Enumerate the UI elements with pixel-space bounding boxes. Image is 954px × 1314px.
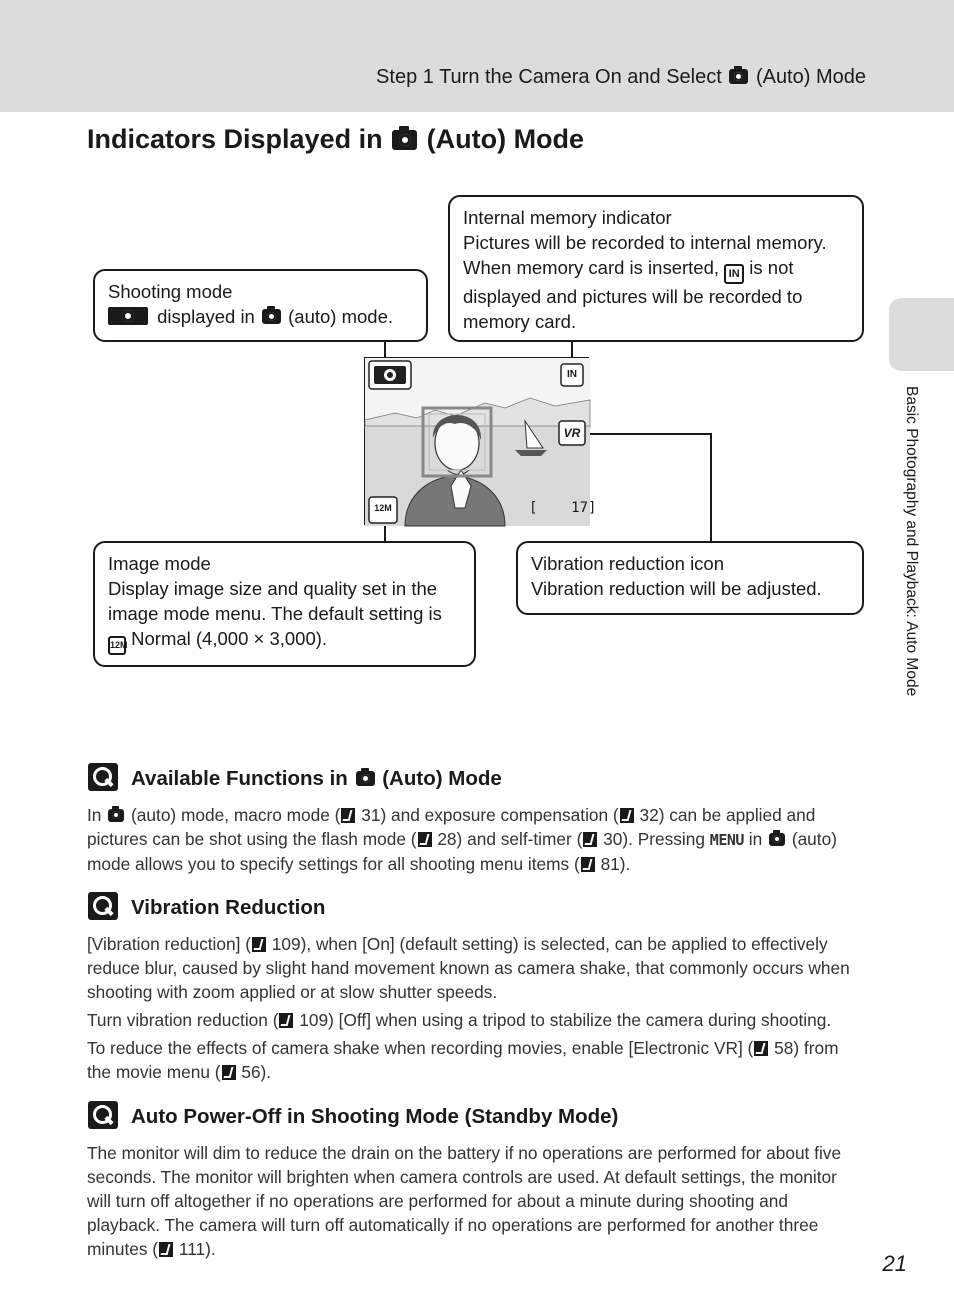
reference-icon — [222, 1065, 236, 1080]
body-line — [87, 827, 869, 852]
body-line — [87, 803, 869, 827]
section-heading-suffix: (Auto) Mode — [382, 767, 502, 790]
monitor-frames-remaining: [ 17] — [529, 500, 597, 516]
monitor-internal-memory-icon: IN — [567, 369, 577, 380]
callout-shooting-mode — [93, 269, 428, 342]
section-heading-text: Available Functions in — [131, 767, 348, 790]
text-run: [Vibration reduction] ( — [87, 934, 251, 954]
reference-icon — [279, 1013, 293, 1028]
note-icon — [88, 1101, 118, 1129]
camera-icon — [729, 69, 748, 84]
callout-text — [463, 255, 850, 284]
section-body-vibration-reduction — [87, 932, 869, 1084]
internal-memory-icon: IN — [724, 264, 744, 284]
callout-text: Display image size and quality set in the — [108, 578, 438, 599]
camera-icon — [769, 833, 785, 846]
reference-icon — [341, 808, 355, 823]
callout-text-part: is not — [749, 257, 794, 278]
text-run: 28) and self-timer ( — [437, 829, 583, 849]
text-run: 58) from — [774, 1038, 839, 1058]
callout-internal-memory — [448, 195, 864, 342]
callout-text: Pictures will be recorded to internal memory. — [463, 232, 827, 253]
text-run: 81). — [600, 854, 631, 874]
body-line: will turn off altogether if no operations are performed for about a minute during shooting and — [87, 1191, 788, 1211]
image-mode-icon: 12M — [108, 636, 126, 655]
body-line — [87, 852, 869, 876]
callout-image-mode — [93, 541, 476, 667]
callout-text-part: Normal (4,000 × 3,000). — [131, 628, 328, 649]
note-icon — [88, 763, 118, 791]
body-line: shooting with zoom applied or at slow shutter speeds. — [87, 982, 498, 1002]
connector-vr-vertical — [710, 433, 712, 542]
callout-text: Vibration reduction will be adjusted. — [531, 578, 822, 599]
header-band — [0, 0, 954, 112]
reference-icon — [754, 1041, 768, 1056]
section-heading-available-functions — [131, 767, 502, 791]
callout-text-part: (auto) mode. — [288, 306, 394, 327]
callout-text — [108, 304, 414, 329]
body-line — [87, 1060, 869, 1084]
page-number: 21 — [882, 1251, 907, 1276]
text-run: 109) [Off] when using a tripod to stabilize the camera during shooting. — [299, 1010, 832, 1030]
body-line: seconds. The monitor will brighten when camera controls are used. At default settings, the monitor — [87, 1167, 837, 1187]
callout-title: Internal memory indicator — [463, 207, 672, 228]
reference-icon — [418, 832, 432, 847]
text-run: pictures can be shot using the flash mode ( — [87, 829, 417, 849]
reference-icon — [620, 808, 634, 823]
camera-icon — [262, 309, 281, 324]
monitor-vibration-reduction-icon: VR — [563, 426, 581, 440]
text-run: Turn vibration reduction ( — [87, 1010, 279, 1030]
chapter-side-tab — [889, 298, 954, 371]
text-run: 31) and exposure compensation ( — [361, 805, 619, 825]
callout-title: Image mode — [108, 553, 211, 574]
monitor-image-mode-icon: 12M — [374, 503, 392, 513]
header-title-text: Step 1 Turn the Camera On and Select — [376, 66, 722, 88]
body-line — [87, 932, 869, 956]
text-run: 56). — [241, 1062, 272, 1082]
reference-icon — [159, 1242, 173, 1257]
text-run: the movie menu ( — [87, 1062, 221, 1082]
note-icon — [88, 892, 118, 920]
callout-text-part: displayed in — [157, 306, 255, 327]
text-run: 109), when [On] (default setting) is selected, can be applied to effectively — [271, 934, 828, 954]
page-title-text: Indicators Displayed in — [87, 124, 383, 154]
body-line: The monitor will dim to reduce the drain on the battery if no operations are performed for about five — [87, 1143, 842, 1163]
reference-icon — [583, 832, 597, 847]
text-run: 32) can be applied and — [639, 805, 816, 825]
shooting-mode-icon — [108, 307, 148, 325]
section-body-auto-power-off — [87, 1141, 869, 1261]
reference-icon — [252, 937, 266, 952]
camera-icon — [356, 771, 375, 786]
camera-icon — [108, 809, 124, 822]
section-heading-auto-power-off: Auto Power-Off in Shooting Mode (Standby Mode) — [131, 1105, 619, 1128]
text-run: (auto) — [791, 829, 837, 849]
callout-text: memory card. — [463, 311, 577, 332]
text-run: (auto) mode, macro mode ( — [131, 805, 341, 825]
header-title-suffix: (Auto) Mode — [755, 66, 866, 88]
body-line — [87, 1237, 869, 1261]
text-run: In — [87, 805, 102, 825]
callout-text — [108, 626, 462, 655]
callout-vibration-reduction — [516, 541, 864, 615]
page-title — [87, 124, 584, 155]
text-run: minutes ( — [87, 1239, 159, 1259]
callout-text: image mode menu. The default setting is — [108, 603, 442, 624]
connector-vr-horizontal — [586, 433, 712, 435]
body-line: playback. The camera will turn off automatically if no operations are performed for another three — [87, 1215, 819, 1235]
text-run: 111). — [178, 1239, 216, 1259]
callout-text: displayed and pictures will be recorded to — [463, 286, 803, 307]
text-run: To reduce the effects of camera shake when recording movies, enable [Electronic VR] ( — [87, 1038, 754, 1058]
page-title-suffix: (Auto) Mode — [426, 124, 585, 154]
body-line: reduce blur, caused by slight hand movement known as camera shake, that commonly occurs when — [87, 958, 850, 978]
text-run: mode allows you to specify settings for all shooting menu items ( — [87, 854, 580, 874]
camera-icon — [392, 130, 417, 150]
camera-monitor-illustration — [364, 357, 597, 525]
callout-title: Vibration reduction icon — [531, 553, 725, 574]
section-body-available-functions — [87, 803, 869, 876]
text-run: in — [748, 829, 763, 849]
callout-title: Shooting mode — [108, 281, 233, 302]
text-run: 30). Pressing — [603, 829, 705, 849]
section-heading-vibration-reduction: Vibration Reduction — [131, 896, 326, 919]
callout-text-part: When memory card is inserted, — [463, 257, 720, 278]
reference-icon — [581, 857, 595, 872]
menu-button-label: MENU — [709, 831, 744, 849]
body-line — [87, 1008, 869, 1032]
chapter-side-label: Basic Photography and Playback: Auto Mode — [903, 386, 920, 697]
body-line — [87, 1036, 869, 1060]
header-title — [376, 66, 866, 89]
